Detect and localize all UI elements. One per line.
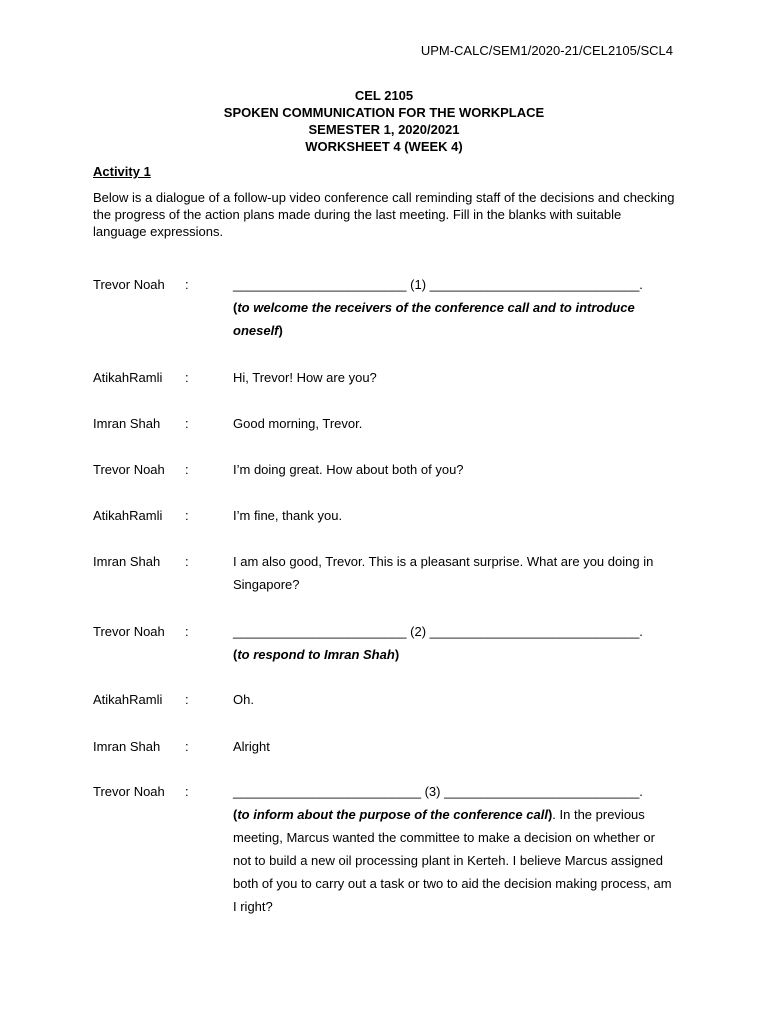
speaker-colon: : bbox=[185, 416, 189, 431]
fill-in-blank-1[interactable]: ________________________ (1) _____________________________. bbox=[233, 277, 643, 292]
speaker-colon: : bbox=[185, 277, 189, 292]
speech-text: I’m fine, thank you. bbox=[233, 508, 343, 523]
speaker-name: Imran Shah bbox=[93, 739, 161, 754]
speaker-colon: : bbox=[185, 624, 189, 639]
activity-heading: Activity 1 bbox=[93, 164, 151, 179]
worksheet-title: WORKSHEET 4 (WEEK 4) bbox=[305, 139, 463, 154]
document-code: UPM-CALC/SEM1/2020-21/CEL2105/SCL4 bbox=[420, 43, 673, 58]
hint: (to inform about the purpose of the conference call) bbox=[233, 807, 553, 822]
speaker-name: AtikahRamli bbox=[93, 508, 163, 523]
hint-text: to inform about the purpose of the conference call bbox=[237, 807, 548, 822]
speaker-colon: : bbox=[185, 784, 189, 799]
activity-instructions: Below is a dialogue of a follow-up video conference call reminding staff of the decisions and checking the progress of the action plans made during the last meeting. Fill in the blanks with suitable language expressions. bbox=[93, 190, 675, 239]
speech-text: Alright bbox=[233, 739, 270, 754]
speaker-colon: : bbox=[185, 692, 189, 707]
speaker-colon: : bbox=[185, 370, 189, 385]
speech-text: Hi, Trevor! How are you? bbox=[233, 370, 377, 385]
speech-text: I am also good, Trevor. This is a pleasant surprise. What are you doing in Singapore? bbox=[233, 554, 654, 592]
speaker-colon: : bbox=[185, 554, 189, 569]
speaker-colon: : bbox=[185, 739, 189, 754]
speech-continuation bbox=[233, 803, 673, 918]
speech bbox=[233, 273, 673, 342]
course-name: SPOKEN COMMUNICATION FOR THE WORKPLACE bbox=[223, 105, 545, 120]
speaker-name: Trevor Noah bbox=[93, 784, 165, 799]
speech bbox=[233, 780, 673, 918]
hint-text: to welcome the receivers of the conference call and to introduce oneself bbox=[233, 300, 635, 338]
hint: (to welcome the receivers of the conference call and to introduce oneself) bbox=[233, 300, 635, 338]
speaker-colon: : bbox=[185, 508, 189, 523]
speaker-name: AtikahRamli bbox=[93, 692, 163, 707]
speech-text: I’m doing great. How about both of you? bbox=[233, 462, 464, 477]
semester: SEMESTER 1, 2020/2021 bbox=[308, 122, 460, 137]
speech-text: Oh. bbox=[233, 692, 254, 707]
hint-text: to respond to Imran Shah bbox=[237, 647, 395, 662]
speaker-name: Trevor Noah bbox=[93, 624, 165, 639]
speaker-colon: : bbox=[185, 462, 189, 477]
speech-text: . In the previous meeting, Marcus wanted the committee to make a decision on whether or not to build a new oil processing plant in Kerteh. I believe Marcus assigned both of you to carry out a task or two to aid the decision making process, am I right? bbox=[233, 807, 672, 914]
fill-in-blank-3[interactable]: __________________________ (3) ___________________________. bbox=[233, 784, 643, 799]
course-code: CEL 2105 bbox=[354, 88, 414, 103]
hint: (to respond to Imran Shah) bbox=[233, 647, 400, 662]
speaker-name: Trevor Noah bbox=[93, 277, 165, 292]
fill-in-blank-2[interactable]: ________________________ (2) _____________________________. bbox=[233, 624, 643, 639]
speaker-name: Imran Shah bbox=[93, 416, 161, 431]
speaker-name: Trevor Noah bbox=[93, 462, 165, 477]
speaker-name: Imran Shah bbox=[93, 554, 161, 569]
speaker-name: AtikahRamli bbox=[93, 370, 163, 385]
speech bbox=[233, 620, 673, 666]
speech-text: Good morning, Trevor. bbox=[233, 416, 363, 431]
title-block bbox=[0, 87, 768, 155]
